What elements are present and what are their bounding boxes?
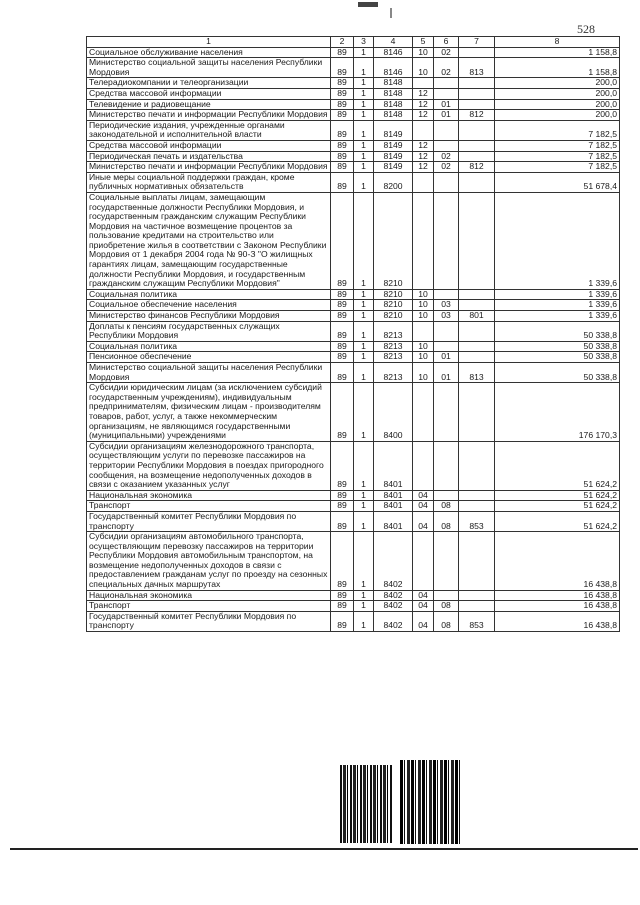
row-description: Социальное обслуживание населения [87,47,331,58]
row-code-4: 8401 [374,511,413,531]
table-row [87,120,620,140]
barcode-image [340,765,392,843]
row-code-3: 1 [354,99,374,110]
row-code-4: 8402 [374,532,413,591]
column-header: 8 [495,37,620,48]
row-description: Государственный комитет Республики Мордовия по транспорту [87,611,331,631]
row-code-6: 01 [434,363,459,383]
row-code-4: 8402 [374,590,413,601]
table-row [87,289,620,300]
row-code-4: 8149 [374,120,413,140]
column-header: 6 [434,37,459,48]
row-code-6: 08 [434,611,459,631]
scan-artifact [390,8,392,18]
row-description: Социальная политика [87,341,331,352]
row-code-4: 8401 [374,501,413,512]
row-description: Министерство печати и информации Республики Мордовия [87,110,331,121]
row-code-7 [459,321,495,341]
row-code-2: 89 [331,162,354,173]
table-row [87,311,620,322]
page-number: 528 [577,22,595,36]
row-description: Субсидии организациям автомобильного транспорта, осуществляющим перевозку пассажиров на территории Республики Мордовия автомобильным транспортом, на возмещение недополученных доходов в связи с предоставлением гражданам услуг по проезду на сезонных специальных дачных маршрутах [87,532,331,591]
table-row [87,601,620,612]
row-code-6: 03 [434,311,459,322]
row-code-7 [459,151,495,162]
row-code-7: 812 [459,110,495,121]
column-header: 7 [459,37,495,48]
row-code-7 [459,99,495,110]
row-description: Пенсионное обеспечение [87,352,331,363]
row-description: Субсидии организациям железнодорожного транспорта, осуществляющим услуги по перевозке пассажиров на территории Республики Мордовия в поездах пригородного сообщения, на возмещение недополученных доходов в связи с оказанием указанных услуг [87,441,331,490]
row-code-7 [459,590,495,601]
row-code-3: 1 [354,151,374,162]
row-code-4: 8210 [374,289,413,300]
row-amount: 200,0 [495,88,620,99]
table-row [87,192,620,289]
row-code-4: 8213 [374,341,413,352]
row-code-5: 10 [413,289,434,300]
row-code-6 [434,120,459,140]
table-row [87,151,620,162]
row-description: Министерство финансов Республики Мордовия [87,311,331,322]
bottom-divider [10,848,638,850]
row-code-6: 08 [434,601,459,612]
row-amount: 1 158,8 [495,58,620,78]
row-code-7: 853 [459,511,495,531]
row-code-3: 1 [354,311,374,322]
row-description: Социальное обеспечение населения [87,300,331,311]
row-code-6: 02 [434,151,459,162]
row-code-5: 10 [413,341,434,352]
row-code-5 [413,321,434,341]
table-row [87,162,620,173]
row-amount: 200,0 [495,110,620,121]
row-amount: 16 438,8 [495,601,620,612]
row-code-2: 89 [331,352,354,363]
row-code-6 [434,78,459,89]
column-header: 1 [87,37,331,48]
table-row [87,140,620,151]
row-description: Иные меры социальной поддержки граждан, кроме публичных нормативных обязательств [87,172,331,192]
row-description: Социальные выплаты лицам, замещающим государственные должности Республики Мордовия, и государственным гражданским служащим Республики Мордовия на частичное возмещение процентов за пользование кредитами на строительство или приобретение жилья в соответствии с Законом Республики Мордовия от 1 декабря 2004 года № 90-З "О жилищных гарантиях лицам, замещающим государственные должности Республики Мордовия, и государственным гражданским служащим Республики Мордовия" [87,192,331,289]
row-code-6: 01 [434,99,459,110]
table-row [87,490,620,501]
row-code-6 [434,140,459,151]
row-code-5 [413,172,434,192]
row-code-4: 8213 [374,321,413,341]
row-amount: 51 678,4 [495,172,620,192]
row-code-4: 8148 [374,88,413,99]
row-code-3: 1 [354,490,374,501]
row-code-6 [434,172,459,192]
row-code-5: 10 [413,300,434,311]
row-code-2: 89 [331,363,354,383]
row-code-4: 8401 [374,441,413,490]
row-code-6: 01 [434,352,459,363]
row-code-7 [459,88,495,99]
row-code-3: 1 [354,352,374,363]
row-code-3: 1 [354,140,374,151]
row-code-4: 8213 [374,352,413,363]
row-code-2: 89 [331,47,354,58]
scan-artifact [358,2,378,7]
table-row [87,99,620,110]
row-code-3: 1 [354,192,374,289]
row-code-2: 89 [331,590,354,601]
table-row [87,611,620,631]
row-code-4: 8402 [374,611,413,631]
row-code-5: 04 [413,501,434,512]
row-code-4: 8146 [374,58,413,78]
row-code-4: 8210 [374,300,413,311]
row-code-6 [434,289,459,300]
row-code-5 [413,532,434,591]
table-row [87,441,620,490]
row-code-3: 1 [354,341,374,352]
table-row [87,590,620,601]
row-amount: 50 338,8 [495,341,620,352]
row-code-6 [434,490,459,501]
table-row [87,58,620,78]
row-code-4: 8200 [374,172,413,192]
row-description: Национальная экономика [87,490,331,501]
row-code-4: 8148 [374,110,413,121]
row-amount: 51 624,2 [495,501,620,512]
row-code-4: 8400 [374,383,413,442]
table-header-row [87,37,620,48]
table-row [87,363,620,383]
row-code-6 [434,532,459,591]
row-code-2: 89 [331,311,354,322]
row-code-2: 89 [331,490,354,501]
row-code-7 [459,383,495,442]
column-header: 4 [374,37,413,48]
row-code-5: 04 [413,590,434,601]
row-code-7 [459,300,495,311]
column-header: 2 [331,37,354,48]
row-description: Телевидение и радиовещание [87,99,331,110]
row-code-2: 89 [331,532,354,591]
row-code-2: 89 [331,511,354,531]
row-code-3: 1 [354,501,374,512]
row-code-6 [434,383,459,442]
row-code-2: 89 [331,140,354,151]
row-amount: 1 158,8 [495,47,620,58]
row-code-2: 89 [331,300,354,311]
row-code-2: 89 [331,58,354,78]
row-code-3: 1 [354,162,374,173]
row-code-2: 89 [331,151,354,162]
row-code-2: 89 [331,192,354,289]
row-code-3: 1 [354,300,374,311]
row-amount: 7 182,5 [495,120,620,140]
row-description: Национальная экономика [87,590,331,601]
row-code-4: 8210 [374,311,413,322]
row-code-5: 04 [413,611,434,631]
row-description: Министерство социальной защиты населения Республики Мордовия [87,363,331,383]
row-code-5: 10 [413,363,434,383]
row-code-2: 89 [331,110,354,121]
row-description: Государственный комитет Республики Мордовия по транспорту [87,511,331,531]
table-row [87,88,620,99]
row-code-5 [413,441,434,490]
row-code-3: 1 [354,532,374,591]
row-code-2: 89 [331,441,354,490]
row-code-7 [459,532,495,591]
row-code-3: 1 [354,110,374,121]
row-code-4: 8149 [374,151,413,162]
row-code-2: 89 [331,289,354,300]
row-code-3: 1 [354,47,374,58]
row-description: Министерство печати и информации Республики Мордовия [87,162,331,173]
row-code-7: 813 [459,363,495,383]
row-code-7: 812 [459,162,495,173]
table-row [87,501,620,512]
row-code-7 [459,47,495,58]
row-code-7: 853 [459,611,495,631]
row-code-5 [413,120,434,140]
row-code-7 [459,289,495,300]
row-code-7: 813 [459,58,495,78]
row-amount: 7 182,5 [495,151,620,162]
row-code-6: 08 [434,501,459,512]
row-code-3: 1 [354,511,374,531]
row-amount: 51 624,2 [495,441,620,490]
row-code-7 [459,120,495,140]
row-description: Средства массовой информации [87,88,331,99]
row-code-2: 89 [331,501,354,512]
row-code-5: 12 [413,99,434,110]
row-code-4: 8213 [374,363,413,383]
row-code-3: 1 [354,441,374,490]
table-row [87,321,620,341]
row-code-6 [434,88,459,99]
row-code-5: 04 [413,490,434,501]
row-description: Социальная политика [87,289,331,300]
row-code-7 [459,490,495,501]
row-code-7 [459,501,495,512]
row-code-5: 10 [413,58,434,78]
table-row [87,352,620,363]
row-code-7 [459,172,495,192]
row-description: Средства массовой информации [87,140,331,151]
row-description: Транспорт [87,501,331,512]
row-amount: 50 338,8 [495,321,620,341]
row-amount: 200,0 [495,99,620,110]
row-code-4: 8401 [374,490,413,501]
table-row [87,532,620,591]
table-row [87,383,620,442]
row-code-3: 1 [354,363,374,383]
row-code-6: 03 [434,300,459,311]
row-code-4: 8148 [374,99,413,110]
row-code-4: 8149 [374,140,413,151]
table-row [87,47,620,58]
row-code-2: 89 [331,120,354,140]
row-code-2: 89 [331,99,354,110]
row-code-6: 02 [434,58,459,78]
row-code-7: 801 [459,311,495,322]
row-code-2: 89 [331,601,354,612]
row-description: Периодические издания, учрежденные органами законодательной и исполнительной власти [87,120,331,140]
row-code-5 [413,383,434,442]
row-code-7 [459,601,495,612]
row-description: Доплаты к пенсиям государственных служащих Республики Мордовия [87,321,331,341]
row-code-3: 1 [354,172,374,192]
row-code-7 [459,341,495,352]
row-code-2: 89 [331,172,354,192]
row-code-3: 1 [354,321,374,341]
row-amount: 16 438,8 [495,590,620,601]
table-row [87,511,620,531]
row-code-5: 10 [413,311,434,322]
row-code-2: 89 [331,341,354,352]
row-code-5: 12 [413,88,434,99]
row-amount: 51 624,2 [495,490,620,501]
row-code-6: 02 [434,47,459,58]
row-code-3: 1 [354,289,374,300]
row-description: Транспорт [87,601,331,612]
row-code-4: 8146 [374,47,413,58]
row-code-6 [434,441,459,490]
row-code-5: 04 [413,511,434,531]
row-amount: 50 338,8 [495,363,620,383]
row-description: Субсидии юридическим лицам (за исключением субсидий государственным учреждениям), индивидуальным предпринимателям, физическим лицам - производителям товаров, работ, услуг, а также некоммерческим организациям, не являющимся государственными (муниципальными) учреждениями [87,383,331,442]
row-code-2: 89 [331,321,354,341]
row-code-5: 12 [413,110,434,121]
table-row [87,341,620,352]
row-code-5 [413,78,434,89]
row-code-7 [459,78,495,89]
row-code-5: 04 [413,601,434,612]
table-row [87,300,620,311]
row-amount: 51 624,2 [495,511,620,531]
row-amount: 1 339,6 [495,289,620,300]
row-description: Телерадиокомпании и телеорганизации [87,78,331,89]
row-description: Министерство социальной защиты населения Республики Мордовия [87,58,331,78]
row-code-7 [459,441,495,490]
row-code-4: 8210 [374,192,413,289]
row-code-2: 89 [331,611,354,631]
row-amount: 7 182,5 [495,140,620,151]
column-header: 3 [354,37,374,48]
row-code-3: 1 [354,611,374,631]
row-amount: 200,0 [495,78,620,89]
row-description: Периодическая печать и издательства [87,151,331,162]
row-amount: 16 438,8 [495,532,620,591]
row-code-7 [459,140,495,151]
row-code-3: 1 [354,88,374,99]
row-code-3: 1 [354,383,374,442]
row-code-3: 1 [354,120,374,140]
row-code-2: 89 [331,78,354,89]
row-amount: 16 438,8 [495,611,620,631]
row-code-6 [434,590,459,601]
row-amount: 1 339,6 [495,192,620,289]
row-code-4: 8402 [374,601,413,612]
row-code-5: 10 [413,352,434,363]
row-code-3: 1 [354,590,374,601]
row-code-3: 1 [354,58,374,78]
row-amount: 176 170,3 [495,383,620,442]
row-code-6 [434,192,459,289]
row-code-2: 89 [331,383,354,442]
row-code-5: 12 [413,151,434,162]
column-header: 5 [413,37,434,48]
row-code-4: 8148 [374,78,413,89]
row-code-2: 89 [331,88,354,99]
table-row [87,78,620,89]
row-code-7 [459,192,495,289]
row-code-5: 12 [413,140,434,151]
row-code-5: 12 [413,162,434,173]
row-code-6: 08 [434,511,459,531]
row-amount: 1 339,6 [495,311,620,322]
row-amount: 1 339,6 [495,300,620,311]
row-code-5 [413,192,434,289]
row-code-6 [434,321,459,341]
barcode-image [400,760,462,844]
row-code-3: 1 [354,601,374,612]
row-code-5: 10 [413,47,434,58]
row-code-6: 02 [434,162,459,173]
row-code-7 [459,352,495,363]
row-amount: 50 338,8 [495,352,620,363]
table-row [87,172,620,192]
row-amount: 7 182,5 [495,162,620,173]
row-code-6: 01 [434,110,459,121]
budget-table [86,36,620,632]
row-code-3: 1 [354,78,374,89]
table-row [87,110,620,121]
row-code-6 [434,341,459,352]
row-code-4: 8149 [374,162,413,173]
